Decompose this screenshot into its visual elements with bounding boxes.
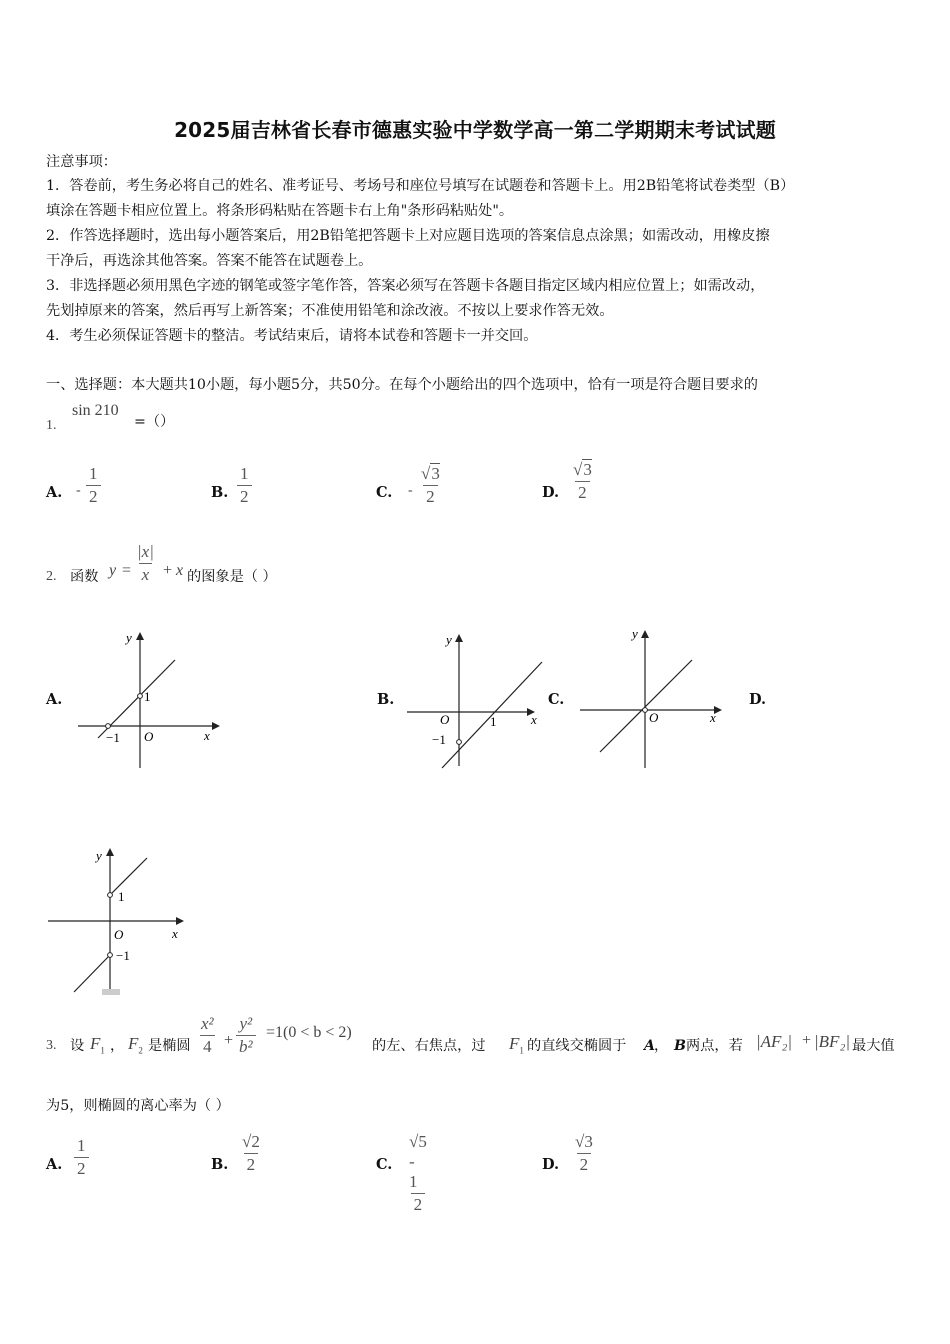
graph-c (576, 622, 726, 772)
ellipse-x-term: $\frac{\text{x²}}{4}$ (201, 1014, 214, 1056)
option-d[interactable]: D. (749, 691, 767, 708)
note-line: 3．非选择题必须用黑色字迹的钢笔或签字笔作答，答案必须写在答题卡各题目指定区域内相应位置上；如需改动， (46, 278, 765, 294)
function-line-left (74, 955, 110, 992)
q2-suffix: 的图象是（ ） (187, 569, 277, 585)
graph-b (402, 628, 552, 773)
note-line: 2．作答选择题时，选出每小题答案后，用2B铅笔把答题卡上对应题目选项的答案信息点涂黑；如需改动，用橡皮擦 (46, 228, 770, 244)
q2-prefix: 函数 (70, 569, 99, 585)
fraction: $\frac{√3}{2}$ (573, 460, 592, 502)
question-number: 2. (46, 569, 57, 584)
point-a: A (644, 1038, 656, 1054)
option-letter: A. (46, 1156, 63, 1173)
y-label: y (126, 630, 132, 645)
option-a[interactable]: A. (46, 691, 63, 708)
question-3 (46, 1010, 916, 1070)
tick-label: 1 (490, 714, 497, 729)
f2: $F_2$ (128, 1034, 143, 1056)
y-label: y (446, 632, 452, 647)
fraction: $\frac{|x|}{x}$ (137, 542, 154, 584)
y-label: y (96, 848, 102, 863)
fraction: $\frac{√3}{2}$ (575, 1132, 593, 1174)
option-letter: B. (211, 1156, 229, 1173)
var-y: y (109, 562, 117, 579)
origin-label: O (114, 927, 124, 942)
q3-options (46, 1132, 646, 1214)
fraction: $\frac{1}{2}$ (74, 1136, 89, 1179)
af2-abs: |AF₂| (756, 1032, 793, 1051)
ellipse-rhs: =1(0 < b < 2) (266, 1024, 352, 1041)
x-label: x (204, 728, 210, 743)
option-b[interactable]: B. (377, 691, 395, 708)
plus: + (224, 1032, 234, 1049)
minus-sign: - (76, 483, 81, 498)
x-label: x (531, 712, 537, 727)
y-label: y (632, 626, 638, 641)
fraction: $\frac{1}{2}$ (86, 464, 101, 507)
question-2 (46, 542, 446, 592)
fraction: $\frac{√2}{2}$ (242, 1132, 260, 1174)
plus: + (802, 1032, 812, 1049)
q1-options (46, 460, 646, 514)
x-label: x (172, 926, 178, 941)
open-point (643, 708, 648, 713)
tick-label: −1 (432, 732, 446, 747)
option-letter: C. (376, 484, 393, 501)
note-line: 1．答卷前，考生务必将自己的姓名、准考证号、考场号和座位号填写在试题卷和答题卡上。用2B铅笔将试卷类型（B） (46, 178, 795, 194)
option-c[interactable]: C. (548, 691, 565, 708)
graph-d (44, 842, 204, 1000)
fraction: $\frac{√3}{2}$ (421, 464, 440, 506)
q3-text: 设 (70, 1038, 85, 1054)
f1: $F_1$ (90, 1034, 105, 1056)
note-line: 干净后，再选涂其他答案。答案不能答在试题卷上。 (46, 253, 373, 269)
q3-text: 是椭圆 (148, 1038, 191, 1054)
q3-text: 的左、右焦点，过 (372, 1038, 486, 1054)
tick-label: 1 (144, 689, 151, 704)
option-letter: A. (46, 484, 63, 501)
open-point (457, 740, 462, 745)
open-point (108, 953, 113, 958)
page-title: 2025届吉林省长春市德惠实验中学数学高一第二学期期末考试试题 (174, 118, 776, 142)
note-line: 填涂在答题卡相应位置上。将条形码粘贴在答题卡右上角"条形码粘贴处"。 (46, 203, 514, 219)
f1: $F_1$ (509, 1034, 524, 1056)
fraction: $\frac{√5 - 1}{2}$ (409, 1132, 427, 1214)
question-number: 3. (46, 1038, 57, 1053)
function-line (600, 660, 692, 752)
section-heading: 一、选择题：本大题共10小题，每小题5分，共50分。在每个小题给出的四个选项中，恰有一项是符合题目要求的 (46, 377, 758, 393)
var-x: x (176, 562, 184, 579)
minus-sign: - (408, 483, 413, 498)
open-point (138, 694, 143, 699)
notes-heading: 注意事项： (46, 154, 117, 170)
option-letter: C. (376, 1156, 393, 1173)
equals: = (122, 562, 132, 579)
tick-label: 1 (118, 889, 125, 904)
comma: ， (654, 1038, 669, 1054)
question-1 (46, 402, 175, 433)
open-point (106, 724, 111, 729)
point-b: B (674, 1038, 686, 1054)
bf2-abs: |BF₂| (814, 1032, 851, 1051)
function-line-right (110, 858, 147, 895)
graph-a (70, 628, 230, 773)
origin-label: O (144, 729, 154, 744)
tick-label: −1 (116, 948, 130, 963)
q3-text: 最大值 (852, 1038, 895, 1054)
origin-label: O (440, 712, 450, 727)
option-letter: D. (542, 484, 560, 501)
comma: ， (110, 1038, 125, 1054)
open-point (108, 893, 113, 898)
question-number: 1. (46, 418, 57, 433)
scan-mark (102, 989, 120, 995)
q3-text: 的直线交椭圆于 (527, 1038, 627, 1054)
q1-expression: sin 210 (72, 402, 119, 419)
q3-text-line2: 为5，则椭圆的离心率为（ ） (46, 1098, 230, 1114)
q3-text: 两点，若 (686, 1038, 743, 1054)
note-line: 4．考生必须保证答题卡的整洁。考试结束后，请将本试卷和答题卡一并交回。 (46, 328, 538, 344)
option-letter: B. (211, 484, 229, 501)
option-letter: D. (542, 1156, 560, 1173)
origin-label: O (649, 710, 659, 725)
q1-tail: =（） (134, 414, 175, 430)
tick-label: −1 (106, 730, 120, 745)
ellipse-y-term: $\frac{\text{y²}}{\text{b²}}$ (236, 1014, 256, 1057)
x-label: x (710, 710, 716, 725)
note-line: 先划掉原来的答案，然后再写上新答案；不准使用铅笔和涂改液。不按以上要求作答无效。 (46, 303, 614, 319)
fraction: $\frac{1}{2}$ (237, 464, 252, 507)
plus: + (163, 562, 173, 579)
